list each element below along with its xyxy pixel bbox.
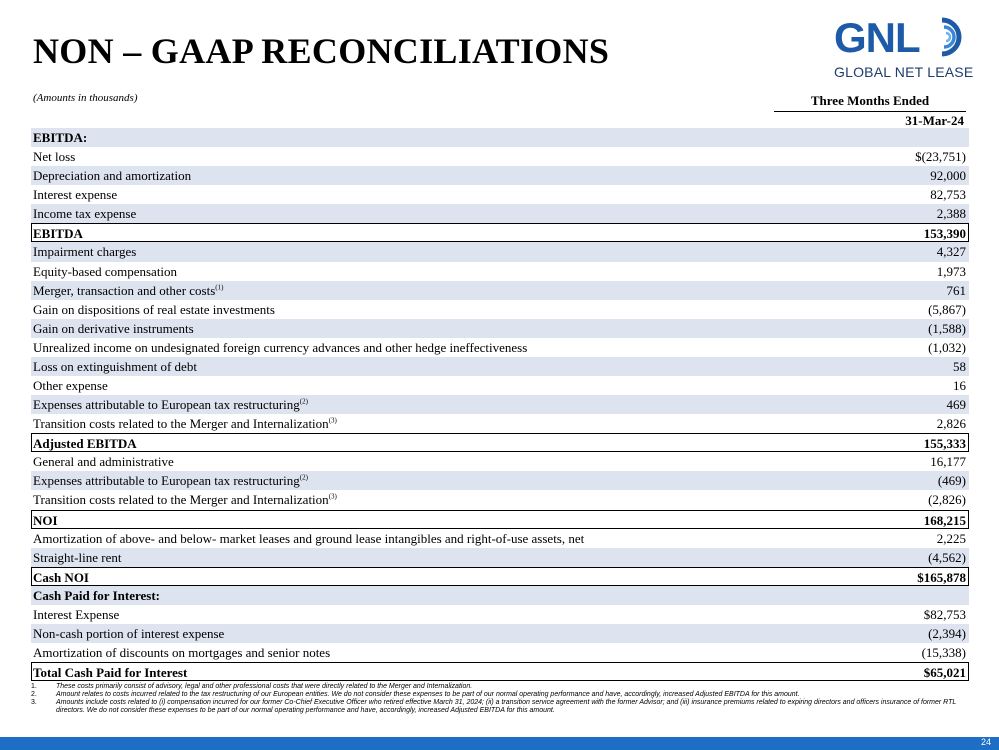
row-label — [33, 128, 87, 147]
table-row — [31, 605, 969, 624]
footnote — [31, 699, 971, 715]
company-logo — [834, 14, 974, 84]
row-value: 2,388 — [936, 206, 966, 222]
row-value: (1,588) — [928, 320, 966, 336]
footnote-ref: (3) — [328, 416, 337, 425]
table-header — [31, 91, 969, 128]
page-title: NON – GAAP RECONCILIATIONS — [33, 31, 610, 71]
row-value: 761 — [946, 282, 966, 298]
row-value: $(23,751) — [915, 149, 966, 165]
table-row — [31, 510, 969, 529]
row-label — [33, 586, 160, 605]
table-row — [31, 204, 969, 223]
row-label-text: Equity-based compensation — [33, 263, 178, 279]
row-value: 1,973 — [936, 263, 966, 279]
row-label-text: General and administrative — [33, 454, 174, 470]
row-label — [33, 548, 121, 567]
row-label-text: Transition costs related to the Merger and Internalization — [33, 416, 329, 432]
row-label-text: Adjusted EBITDA — [33, 436, 137, 452]
footnote — [31, 691, 971, 699]
table-row — [31, 395, 969, 414]
row-label — [33, 511, 58, 530]
table-row — [31, 223, 969, 242]
footnote-number: 3. — [31, 699, 37, 706]
row-label — [33, 166, 191, 185]
row-value: 153,390 — [923, 226, 966, 242]
row-label-text: Amortization of above- and below- market leases and ground lease intangibles and right-of-use assets, net — [33, 530, 585, 546]
row-label — [33, 643, 330, 662]
swirl-icon — [932, 16, 972, 58]
row-value: 2,225 — [936, 530, 966, 546]
row-value: $82,753 — [923, 606, 966, 622]
row-label-text: EBITDA: — [33, 130, 88, 145]
table-row — [31, 242, 969, 261]
row-label — [33, 224, 83, 243]
row-value: (469) — [937, 473, 966, 489]
page-number: 24 — [980, 737, 991, 747]
row-label — [33, 452, 174, 471]
row-label — [33, 434, 137, 453]
row-value: (2,394) — [928, 626, 966, 642]
row-label-text: Amortization of discounts on mortgages and senior notes — [33, 645, 331, 661]
row-label — [33, 471, 308, 490]
table-row — [31, 643, 969, 662]
table-row — [31, 185, 969, 204]
row-value: 82,753 — [930, 187, 966, 203]
row-label-text: Gain on derivative instruments — [33, 320, 194, 336]
row-label — [33, 357, 197, 376]
row-label — [33, 568, 89, 587]
table-row — [31, 624, 969, 643]
footnote-text: Amount relates to costs incurred related to the tax restructuring of our European entities. We do not consider these expenses to be part of our normal operating performance and have, accordingly, increased Adjusted EBITDA for this amount. — [56, 691, 800, 698]
table-row — [31, 262, 969, 281]
footnote-number: 2. — [31, 691, 37, 698]
row-value: 4,327 — [936, 244, 966, 260]
row-label-text: Expenses attributable to European tax restructuring — [33, 397, 300, 413]
row-label — [33, 204, 136, 223]
row-value: 58 — [953, 358, 966, 374]
table-row — [31, 166, 969, 185]
row-label-text: Merger, transaction and other costs — [33, 282, 216, 298]
column-header: Three Months Ended — [774, 93, 966, 112]
table-row — [31, 452, 969, 471]
table-row — [31, 567, 969, 586]
row-label — [33, 605, 119, 624]
reconciliation-table — [31, 91, 969, 681]
row-label — [33, 338, 527, 357]
row-label-text: Interest Expense — [33, 606, 120, 622]
row-value: $165,878 — [917, 569, 966, 585]
row-label — [33, 185, 117, 204]
row-label-text: Transition costs related to the Merger and Internalization — [33, 492, 329, 508]
table-row — [31, 147, 969, 166]
row-value: (1,032) — [928, 339, 966, 355]
footnote-ref: (3) — [328, 493, 337, 502]
row-label-text: Other expense — [33, 378, 108, 394]
row-label-text: Cash NOI — [33, 569, 89, 585]
row-label — [33, 529, 584, 548]
row-label — [33, 395, 308, 414]
table-row — [31, 586, 969, 605]
row-label — [33, 262, 177, 281]
row-value: 2,826 — [936, 416, 966, 432]
table-row — [31, 281, 969, 300]
table-row — [31, 338, 969, 357]
row-value: (5,867) — [928, 301, 966, 317]
footnote-text: These costs primarily consist of advisory, legal and other professional costs that were directly related to the Merger and Internalization. — [56, 683, 473, 690]
row-label-text: Gain on dispositions of real estate investments — [33, 301, 275, 317]
table-row — [31, 433, 969, 452]
row-value: 469 — [946, 397, 966, 413]
table-row — [31, 548, 969, 567]
row-value: (4,562) — [928, 549, 966, 565]
amounts-note: (Amounts in thousands) — [33, 92, 138, 104]
row-value: 16,177 — [930, 454, 966, 470]
table-row — [31, 490, 969, 509]
column-date: 31-Mar-24 — [774, 113, 966, 131]
row-label — [33, 624, 224, 643]
row-label-text: Interest expense — [33, 187, 118, 203]
row-label-text: EBITDA — [33, 226, 83, 242]
row-label — [33, 319, 194, 338]
row-label — [33, 414, 337, 433]
row-label-text: Net loss — [33, 149, 76, 165]
row-label — [33, 490, 337, 509]
footnotes — [31, 683, 971, 715]
row-label-text: Straight-line rent — [33, 549, 122, 565]
table-body — [31, 128, 969, 681]
row-value: (2,826) — [928, 492, 966, 508]
footnote-ref: (2) — [299, 397, 308, 406]
table-row — [31, 357, 969, 376]
row-label-text: Loss on extinguishment of debt — [33, 358, 197, 374]
table-row — [31, 300, 969, 319]
row-label — [33, 147, 75, 166]
row-label — [33, 376, 108, 395]
footnote-ref: (1) — [215, 283, 224, 292]
row-label-text: NOI — [33, 512, 58, 528]
row-label — [33, 281, 223, 300]
row-label-text: Expenses attributable to European tax restructuring — [33, 473, 300, 489]
table-row — [31, 319, 969, 338]
row-label — [33, 663, 187, 682]
row-label-text: Non-cash portion of interest expense — [33, 626, 225, 642]
table-row — [31, 471, 969, 490]
row-value: $65,021 — [923, 665, 966, 681]
row-label-text: Depreciation and amortization — [33, 168, 192, 184]
row-value: 168,215 — [923, 512, 966, 528]
table-row — [31, 128, 969, 147]
row-label-text: Unrealized income on undesignated foreign currency advances and other hedge ineffectiveness — [33, 339, 528, 355]
row-value: 92,000 — [930, 168, 966, 184]
row-label-text: Cash Paid for Interest: — [33, 587, 160, 603]
table-row — [31, 662, 969, 681]
table-row — [31, 529, 969, 548]
row-value: 155,333 — [923, 436, 966, 452]
logo-mark: GNL — [834, 14, 920, 61]
row-label — [33, 300, 275, 319]
table-row — [31, 414, 969, 433]
table-row — [31, 376, 969, 395]
footnote-text: Amounts include costs related to (i) compensation incurred for our former Co-Chief Executive Officer who retired effective March 31, 2024; (ii) a transition service agreement with the former Advisor; and (iii) insurance premiums related to expiring directors and officers insurance of former RTL directors. We do not consider these expenses to be part of our normal operating performance and have, accordingly, increased Adjusted EBITDA for this amount. — [56, 699, 957, 714]
row-label-text: Impairment charges — [33, 244, 137, 260]
footnote-ref: (2) — [299, 474, 308, 483]
footer-bar — [0, 737, 999, 750]
row-label-text: Total Cash Paid for Interest — [33, 665, 188, 681]
row-label-text: Income tax expense — [33, 206, 137, 222]
footnote — [31, 683, 971, 691]
row-label — [33, 242, 136, 261]
row-value: 16 — [953, 378, 966, 394]
footnote-number: 1. — [31, 683, 37, 690]
row-value: (15,338) — [921, 645, 966, 661]
logo-subtitle: GLOBAL NET LEASE — [834, 64, 974, 80]
